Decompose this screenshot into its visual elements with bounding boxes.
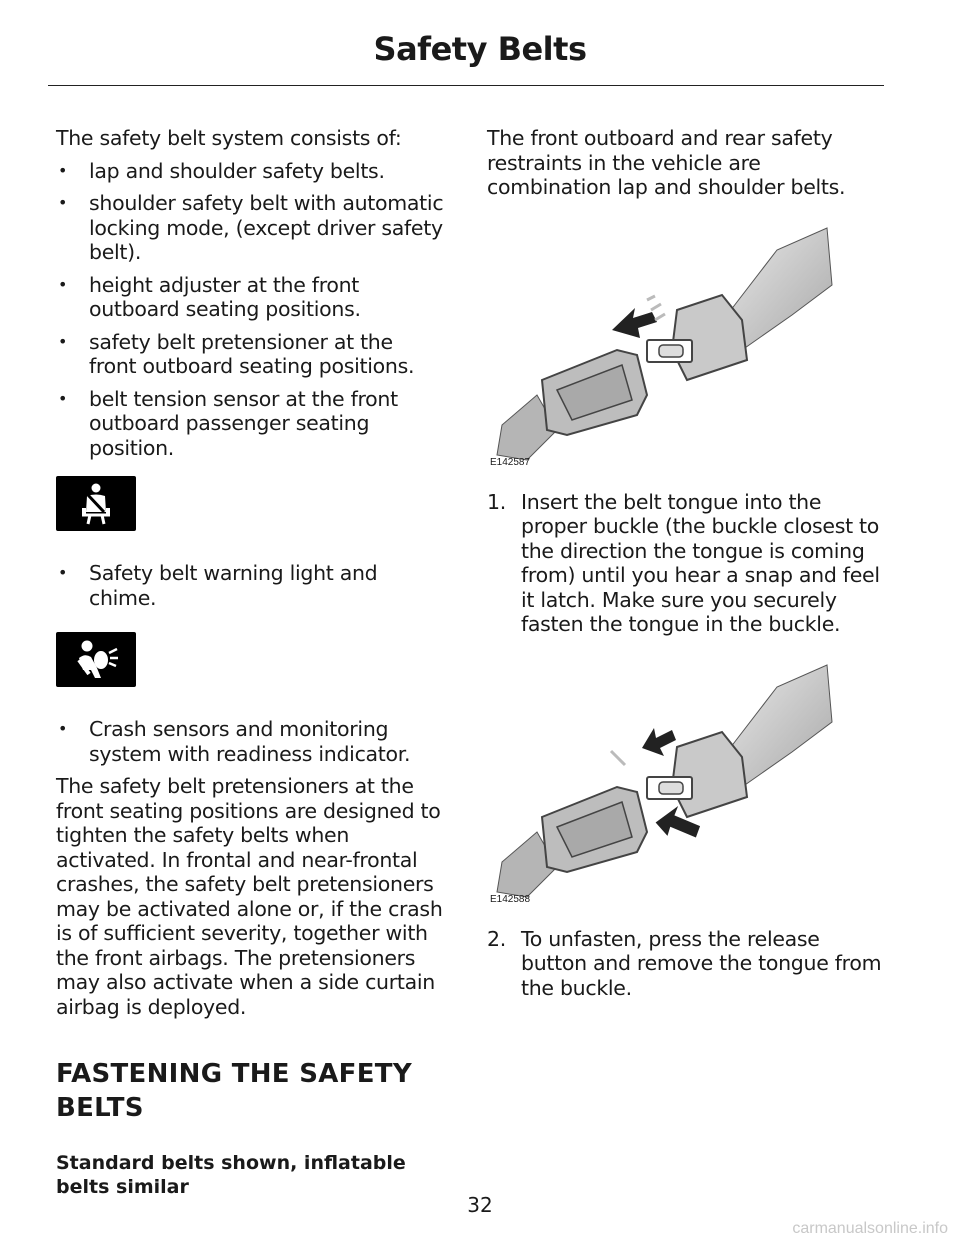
steps-list-2 [487, 927, 882, 1001]
page-number: 32 [467, 1193, 493, 1217]
figure-id: E142588 [490, 893, 531, 905]
buckle-release-illustration [487, 657, 847, 907]
step-item [487, 927, 882, 1001]
steps-list-1 [487, 490, 882, 637]
airbag-readiness-icon [56, 632, 136, 687]
subheading: Standard belts shown, inflatable belts similar [56, 1152, 406, 1198]
list-item: • shoulder safety belt with automatic locking mode, (except driver safety belt). [56, 191, 446, 265]
figure-id: E142587 [490, 456, 531, 468]
section-heading [56, 1057, 446, 1125]
page-title: Safety Belts [373, 30, 587, 68]
buckle-insert-illustration [487, 220, 847, 470]
step-number: 2. [487, 926, 506, 951]
buckle-release-figure [487, 657, 847, 907]
step-item [487, 490, 882, 637]
airbag-icon-block [56, 632, 446, 687]
seatbelt-icon-block [56, 476, 446, 531]
pretensioner-paragraph: The safety belt pretensioners at the front seating positions are designed to tighten the safety belts when activated. In frontal and near-frontal crashes, the safety belt pretensioners may be activated alone or, if the crash is of sufficient severity, together with the front airbags. The pretensioners may also activate when a side curtain airbag is deployed. [56, 774, 443, 1019]
system-components-list [56, 159, 446, 461]
section-heading-line2: BELTS [56, 1093, 144, 1123]
section-heading-line1: FASTENING THE SAFETY [56, 1059, 412, 1089]
list-item: • height adjuster at the front outboard seating positions. [56, 273, 446, 322]
list-item: • safety belt pretensioner at the front outboard seating positions. [56, 330, 446, 379]
step-text: Insert the belt tongue into the proper buckle (the buckle closest to the direction the tongue is coming from) until you hear a snap and feel it latch. Make sure you securely fasten the tongue in the buckle. [521, 489, 880, 636]
icon2-list [56, 717, 446, 766]
list-item: • Safety belt warning light and chime. [56, 561, 446, 610]
watermark: carmanualsonline.info [792, 1220, 948, 1237]
step-number: 1. [487, 489, 506, 514]
right-intro-text: The front outboard and rear safety restraints in the vehicle are combination lap and shoulder belts. [487, 126, 846, 199]
title-divider [48, 85, 884, 86]
list-item: • belt tension sensor at the front outboard passenger seating position. [56, 387, 446, 461]
intro-text: The safety belt system consists of: [56, 126, 402, 150]
list-item: • Crash sensors and monitoring system with readiness indicator. [56, 717, 446, 766]
icon1-list [56, 561, 446, 610]
right-column [487, 126, 882, 1000]
buckle-insert-figure [487, 220, 847, 470]
seatbelt-warning-icon [56, 476, 136, 531]
step-text: To unfasten, press the release button and remove the tongue from the buckle. [521, 926, 882, 1000]
list-item: • lap and shoulder safety belts. [56, 159, 446, 184]
left-column [56, 126, 446, 1199]
